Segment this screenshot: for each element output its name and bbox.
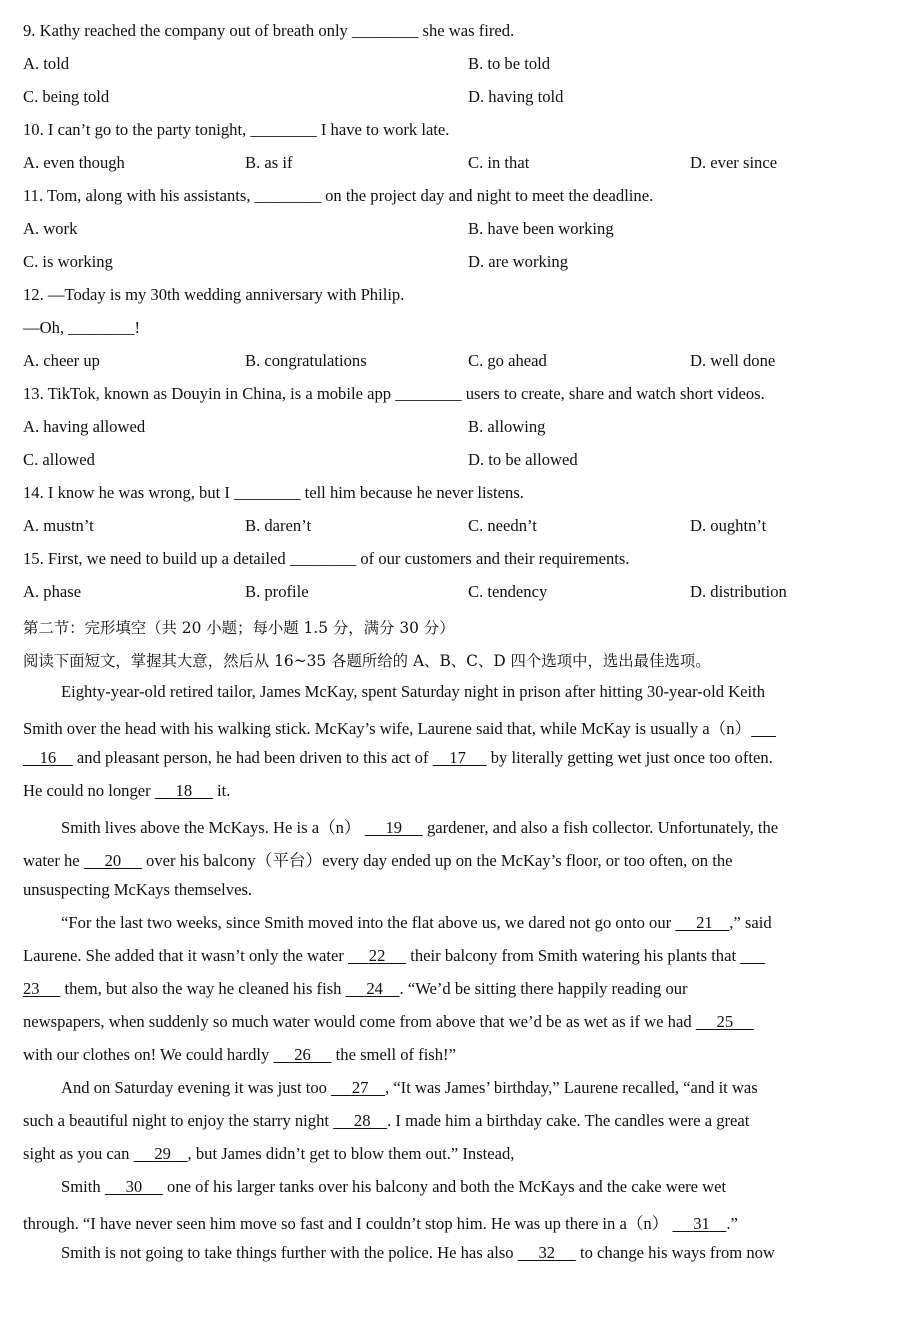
passage-text: over his balcony（平台）every day ended up on the McKay’s floor, or too often, on the xyxy=(141,851,733,870)
passage-line xyxy=(61,1243,775,1263)
passage-line xyxy=(61,814,778,838)
question-12-stem: 12. —Today is my 30th wedding anniversary with Philip. xyxy=(23,285,405,304)
passage-text: Smith lives above the McKays. He is a（n） xyxy=(61,818,365,837)
q13-option-c: C. allowed xyxy=(23,450,95,469)
q11-option-a: A. work xyxy=(23,219,78,238)
passage-text: Smith is not going to take things further with the police. He has also xyxy=(61,1243,518,1262)
passage-line xyxy=(23,979,688,999)
q15-option-c: C. tendency xyxy=(468,582,548,601)
passage-text: water he xyxy=(23,851,84,870)
passage-text: gardener, and also a fish collector. Unfortunately, the xyxy=(422,818,779,837)
blank-19: 19 xyxy=(385,818,403,837)
blank-continuation xyxy=(740,946,765,966)
passage-text: , “It was James’ birthday,” Laurene recalled, “and it was xyxy=(385,1078,758,1097)
passage-text: Laurene. She added that it wasn’t only the water xyxy=(23,946,349,965)
question-9-stem: 9. Kathy reached the company out of breath only ________ she was fired. xyxy=(23,21,515,40)
passage-text: their balcony from Smith watering his plants that xyxy=(406,946,737,965)
passage-line xyxy=(23,1111,749,1131)
q15-option-b: B. profile xyxy=(245,582,309,601)
q10-option-d: D. ever since xyxy=(690,153,778,172)
passage-line xyxy=(23,1045,456,1065)
q14-option-b: B. daren’t xyxy=(245,516,312,535)
q13-option-a: A. having allowed xyxy=(23,417,146,436)
passage-text: through. “I have never seen him move so fast and I couldn’t stop him. He was up there in a（n） xyxy=(23,1214,673,1233)
q15-option-a: A. phase xyxy=(23,582,82,601)
question-10-stem: 10. I can’t go to the party tonight, ________ I have to work late. xyxy=(23,120,450,139)
passage-line xyxy=(61,1078,758,1098)
passage-text: . “We’d be sitting there happily reading our xyxy=(399,979,688,998)
blank-21: 21 xyxy=(696,913,713,932)
blank-32: 32 xyxy=(538,1243,556,1262)
question-15-stem: 15. First, we need to build up a detailed ________ of our customers and their requirements. xyxy=(23,549,630,568)
q11-option-b: B. have been working xyxy=(468,219,614,238)
q9-option-c: C. being told xyxy=(23,87,110,106)
question-11-stem: 11. Tom, along with his assistants, ________ on the project day and night to meet the deadline. xyxy=(23,186,654,205)
passage-line: unsuspecting McKays themselves. xyxy=(23,880,253,899)
blank-31: 31 xyxy=(693,1214,710,1233)
q10-option-c: C. in that xyxy=(468,153,530,172)
passage-line xyxy=(23,847,732,871)
question-12-reply: —Oh, ________! xyxy=(23,318,141,337)
q10-option-a: A. even though xyxy=(23,153,125,172)
q9-option-a: A. told xyxy=(23,54,70,73)
passage-text: Smith xyxy=(61,1177,105,1196)
passage-text: sight as you can xyxy=(23,1144,134,1163)
passage-line xyxy=(23,715,776,739)
passage-line xyxy=(23,781,230,801)
question-14-stem: 14. I know he was wrong, but I ________ tell him because he never listens. xyxy=(23,483,524,502)
q15-option-d: D. distribution xyxy=(690,582,787,601)
q11-option-d: D. are working xyxy=(468,252,568,271)
passage-text: to change his ways from now xyxy=(575,1243,775,1262)
q9-option-d: D. having told xyxy=(468,87,564,106)
passage-text: with our clothes on! We could hardly xyxy=(23,1045,274,1064)
passage-line xyxy=(23,1210,738,1234)
section-heading: 第二节：完形填空（共 20 小题；每小题 1.5 分，满分 30 分） xyxy=(23,619,455,637)
passage-text: ,” said xyxy=(729,913,772,932)
blank-30: 30 xyxy=(125,1177,143,1196)
passage-text: Smith over the head with his walking stick. McKay’s wife, Laurene said that, while McKay is usually a（n） xyxy=(23,719,752,738)
blank-17: 17 xyxy=(449,748,466,767)
passage-line xyxy=(61,913,772,933)
passage-text: it. xyxy=(212,781,231,800)
q12-option-a: A. cheer up xyxy=(23,351,100,370)
q12-option-b: B. congratulations xyxy=(245,351,367,370)
blank-29: 29 xyxy=(154,1144,171,1163)
passage-text: such a beautiful night to enjoy the starry night xyxy=(23,1111,334,1130)
blank-25: 25 xyxy=(716,1012,734,1031)
passage-text: .” xyxy=(726,1214,738,1233)
blank-23: 23 xyxy=(23,979,40,998)
q12-option-d: D. well done xyxy=(690,351,776,370)
q14-option-d: D. oughtn’t xyxy=(690,516,767,535)
blank-20: 20 xyxy=(104,851,122,870)
blank-24: 24 xyxy=(366,979,383,998)
passage-text: . I made him a birthday cake. The candles were a great xyxy=(387,1111,750,1130)
q14-option-a: A. mustn’t xyxy=(23,516,94,535)
passage-line xyxy=(23,748,773,768)
blank-28: 28 xyxy=(353,1111,371,1130)
blank-18: 18 xyxy=(175,781,193,800)
section-instruction: 阅读下面短文，掌握其大意，然后从 16~35 各题所给的 A、B、C、D 四个选项中，选出最佳选项。 xyxy=(23,652,711,670)
blank-continuation xyxy=(751,719,776,739)
passage-line xyxy=(23,1144,514,1164)
passage-text: “For the last two weeks, since Smith moved into the flat above us, we dared not go onto our xyxy=(61,913,676,932)
passage-line: Eighty-year-old retired tailor, James McKay, spent Saturday night in prison after hitting 30-year-old Keith xyxy=(61,682,766,701)
passage-line xyxy=(23,946,765,966)
passage-text: and pleasant person, he had been driven to this act of xyxy=(72,748,433,767)
passage-text: And on Saturday evening it was just too xyxy=(61,1078,332,1097)
passage-text: one of his larger tanks over his balcony and both the McKays and the cake were wet xyxy=(162,1177,727,1196)
passage-line xyxy=(61,1177,726,1197)
q9-option-b: B. to be told xyxy=(468,54,551,73)
passage-text: newspapers, when suddenly so much water would come from above that we’d be as wet as if we had xyxy=(23,1012,696,1031)
passage-text: He could no longer xyxy=(23,781,155,800)
q11-option-c: C. is working xyxy=(23,252,113,271)
passage-line xyxy=(23,1012,754,1032)
passage-text: by literally getting wet just once too often. xyxy=(486,748,773,767)
passage-text: them, but also the way he cleaned his fish xyxy=(60,979,346,998)
passage-text: the smell of fish!” xyxy=(331,1045,456,1064)
q13-option-d: D. to be allowed xyxy=(468,450,578,469)
blank-27: 27 xyxy=(351,1078,369,1097)
blank-26: 26 xyxy=(294,1045,311,1064)
q14-option-c: C. needn’t xyxy=(468,516,537,535)
q12-option-c: C. go ahead xyxy=(468,351,547,370)
blank-16: 16 xyxy=(39,748,57,767)
blank-22: 22 xyxy=(368,946,386,965)
question-13-stem: 13. TikTok, known as Douyin in China, is a mobile app ________ users to create, share and watch short videos. xyxy=(23,384,765,403)
q13-option-b: B. allowing xyxy=(468,417,546,436)
passage-text: , but James didn’t get to blow them out.” Instead, xyxy=(187,1144,515,1163)
q10-option-b: B. as if xyxy=(245,153,293,172)
